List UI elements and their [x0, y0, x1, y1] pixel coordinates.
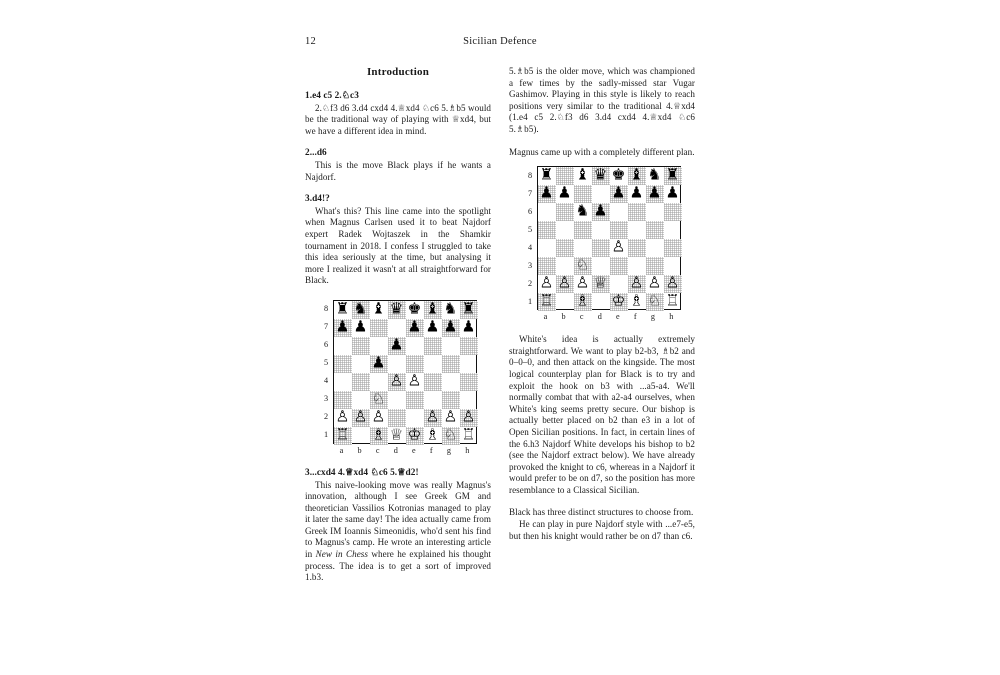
chess-piece: ♝: [371, 300, 386, 318]
right-column: [509, 66, 695, 542]
file-label: h: [465, 445, 470, 455]
chess-piece: ♟: [611, 185, 626, 202]
board-square: [592, 239, 610, 257]
board-square: [574, 203, 592, 221]
board-square: [646, 167, 664, 185]
book-page: [305, 36, 695, 636]
chess-board-wrapper: [320, 300, 477, 457]
file-label: e: [616, 312, 620, 322]
chess-piece: ♘: [647, 293, 662, 310]
board-square: [592, 293, 610, 311]
board-square: [442, 427, 460, 445]
board-square: [646, 257, 664, 275]
body-paragraph: He can play in pure Najdorf style with ...e7-e5, but then his knight would rather be on d7 than c6.: [509, 519, 695, 541]
board-square: [664, 203, 682, 221]
file-label: d: [597, 312, 602, 322]
rank-label: 1: [527, 296, 533, 306]
board-square: [424, 409, 442, 427]
board-square: [556, 239, 574, 257]
file-label: e: [412, 445, 416, 455]
board-square: [352, 427, 370, 445]
board-square: [370, 301, 388, 319]
file-label: a: [339, 445, 344, 455]
board-square: [424, 391, 442, 409]
board-square: [370, 319, 388, 337]
board-square: [352, 319, 370, 337]
chess-board: [333, 300, 477, 444]
chess-piece: ♙: [407, 372, 422, 390]
board-square: [664, 293, 682, 311]
book-title-italic: New in Chess: [315, 549, 368, 560]
file-labels: [333, 444, 477, 457]
board-square: [460, 409, 478, 427]
running-head: [305, 36, 695, 58]
chess-piece: ♟: [371, 354, 386, 372]
chess-piece: ♕: [593, 275, 608, 292]
board-square: [556, 167, 574, 185]
rank-label: 5: [527, 224, 533, 234]
chess-piece: ♟: [353, 318, 368, 336]
board-square: [352, 301, 370, 319]
chess-piece: ♚: [407, 300, 422, 318]
file-label: c: [375, 445, 380, 455]
chess-piece: ♙: [335, 408, 350, 426]
file-labels: [537, 310, 681, 323]
chess-piece: ♝: [575, 167, 590, 184]
board-square: [628, 257, 646, 275]
board-square: [424, 319, 442, 337]
chess-piece: ♗: [371, 426, 386, 444]
board-square: [388, 373, 406, 391]
move-heading: 1.e4 c5 2.♘c3: [305, 91, 359, 101]
board-square: [352, 409, 370, 427]
board-square: [664, 257, 682, 275]
body-paragraph: Magnus came up with a completely different plan.: [509, 146, 695, 157]
chess-piece: ♙: [353, 408, 368, 426]
board-square: [406, 427, 424, 445]
board-square: [424, 355, 442, 373]
board-square: [556, 257, 574, 275]
corner-spacer: [320, 444, 333, 457]
board-square: [592, 275, 610, 293]
file-label: g: [446, 445, 451, 455]
board-square: [574, 257, 592, 275]
board-square: [334, 355, 352, 373]
rank-label: 2: [323, 412, 329, 422]
rank-label: 8: [527, 170, 533, 180]
paragraph-text-post: where he explained his thought process. The idea is to get a sort of improved 1.b3.: [305, 549, 491, 583]
board-square: [574, 275, 592, 293]
board-square: [628, 275, 646, 293]
board-square: [610, 221, 628, 239]
board-square: [334, 319, 352, 337]
board-square: [538, 257, 556, 275]
board-square: [442, 301, 460, 319]
board-square: [406, 373, 424, 391]
chess-piece: ♙: [539, 275, 554, 292]
board-square: [424, 337, 442, 355]
board-square: [388, 391, 406, 409]
rank-label: 3: [527, 260, 533, 270]
file-label: c: [579, 312, 584, 322]
board-square: [664, 221, 682, 239]
board-square: [610, 275, 628, 293]
board-square: [610, 257, 628, 275]
board-square: [592, 167, 610, 185]
board-square: [442, 337, 460, 355]
board-square: [556, 293, 574, 311]
chess-piece: ♜: [461, 300, 476, 318]
board-square: [646, 293, 664, 311]
chess-piece: ♙: [461, 408, 476, 426]
board-square: [406, 355, 424, 373]
board-square: [352, 337, 370, 355]
chess-piece: ♛: [593, 167, 608, 184]
board-square: [388, 427, 406, 445]
board-square: [370, 409, 388, 427]
chess-piece: ♙: [425, 408, 440, 426]
board-square: [646, 275, 664, 293]
file-label: f: [633, 312, 637, 322]
board-square: [370, 427, 388, 445]
chess-piece: ♖: [461, 426, 476, 444]
board-square: [424, 301, 442, 319]
body-paragraph: What's this? This line came into the spotlight when Magnus Carlsen used it to beat Najdorf expert Radek Wojtaszek in the Shamkir tournament in 2018. I confess I struggled to take this idea seriously at the time, but analysing it more I realized it wasn't at all straightforward for Black.: [305, 205, 491, 286]
chess-piece: ♚: [611, 167, 626, 184]
chess-piece: ♟: [407, 318, 422, 336]
chess-piece: ♖: [665, 293, 680, 310]
page-number: 12: [305, 36, 316, 47]
chess-piece: ♞: [353, 300, 368, 318]
rank-labels: [320, 300, 333, 444]
rank-label: 5: [323, 358, 329, 368]
rank-label: 7: [323, 322, 329, 332]
board-square: [592, 203, 610, 221]
board-square: [442, 373, 460, 391]
board-square: [370, 337, 388, 355]
chess-piece: ♗: [575, 293, 590, 310]
move-heading: 3...cxd4 4.♕xd4 ♘c6 5.♕d2!: [305, 467, 419, 478]
board-square: [556, 275, 574, 293]
board-square: [538, 203, 556, 221]
board-square: [574, 221, 592, 239]
chess-piece: ♟: [593, 203, 608, 220]
board-square: [442, 355, 460, 373]
rank-label: 6: [527, 206, 533, 216]
board-square: [610, 185, 628, 203]
chapter-title: Introduction: [366, 66, 430, 78]
board-square: [370, 391, 388, 409]
board-square: [460, 301, 478, 319]
chess-piece: ♟: [539, 185, 554, 202]
file-label: d: [393, 445, 398, 455]
chess-piece: ♕: [389, 426, 404, 444]
rank-labels: [524, 166, 537, 310]
rank-label: 4: [527, 242, 533, 252]
rank-label: 8: [323, 304, 329, 314]
board-square: [628, 221, 646, 239]
rank-label: 3: [323, 394, 329, 404]
chess-piece: ♘: [443, 426, 458, 444]
chess-diagram: [509, 166, 695, 323]
chess-board-wrapper: [524, 166, 681, 323]
chess-piece: ♞: [647, 167, 662, 184]
chess-piece: ♙: [557, 275, 572, 292]
file-label: f: [429, 445, 433, 455]
board-square: [592, 257, 610, 275]
running-title: Sicilian Defence: [463, 36, 537, 47]
chess-piece: ♟: [629, 185, 644, 202]
chess-piece: ♖: [539, 293, 554, 310]
board-square: [388, 301, 406, 319]
chess-piece: ♙: [647, 275, 662, 292]
board-square: [442, 391, 460, 409]
board-square: [610, 293, 628, 311]
chess-piece: ♟: [665, 185, 680, 202]
corner-spacer: [524, 310, 537, 323]
chess-piece: ♙: [629, 275, 644, 292]
board-square: [334, 337, 352, 355]
board-square: [664, 275, 682, 293]
board-square: [538, 293, 556, 311]
board-square: [574, 167, 592, 185]
chess-diagram: [305, 300, 491, 457]
board-square: [556, 203, 574, 221]
chess-piece: ♗: [629, 293, 644, 310]
board-square: [406, 319, 424, 337]
board-square: [334, 409, 352, 427]
board-square: [646, 185, 664, 203]
board-square: [460, 319, 478, 337]
board-square: [646, 221, 664, 239]
body-paragraph: Black has three distinct structures to choose from.: [509, 507, 694, 518]
board-square: [406, 409, 424, 427]
board-square: [610, 203, 628, 221]
board-square: [538, 185, 556, 203]
rank-label: 1: [323, 430, 329, 440]
board-square: [574, 293, 592, 311]
file-label: b: [357, 445, 362, 455]
chess-piece: ♘: [371, 390, 386, 408]
board-square: [352, 355, 370, 373]
chess-piece: ♔: [611, 293, 626, 310]
board-square: [406, 337, 424, 355]
body-paragraph: This is the move Black plays if he wants a Najdorf.: [305, 159, 491, 182]
board-square: [370, 355, 388, 373]
rank-label: 6: [323, 340, 329, 350]
board-square: [538, 239, 556, 257]
right-column-content: [509, 66, 695, 542]
board-square: [460, 355, 478, 373]
file-label: g: [650, 312, 655, 322]
board-square: [538, 221, 556, 239]
board-square: [592, 185, 610, 203]
board-square: [574, 185, 592, 203]
board-square: [352, 391, 370, 409]
board-square: [334, 373, 352, 391]
chess-piece: ♞: [443, 300, 458, 318]
chess-piece: ♟: [461, 318, 476, 336]
chess-piece: ♟: [647, 185, 662, 202]
chess-piece: ♜: [335, 300, 350, 318]
board-square: [460, 337, 478, 355]
board-square: [556, 221, 574, 239]
chess-piece: ♗: [425, 426, 440, 444]
file-label: a: [543, 312, 548, 322]
chess-piece: ♙: [575, 275, 590, 292]
chess-piece: ♜: [665, 167, 680, 184]
board-square: [388, 355, 406, 373]
board-square: [646, 239, 664, 257]
board-square: [538, 275, 556, 293]
chess-piece: ♔: [407, 426, 422, 444]
board-square: [664, 239, 682, 257]
board-square: [538, 167, 556, 185]
chess-piece: ♞: [575, 203, 590, 220]
rank-label: 2: [527, 278, 533, 288]
chess-piece: ♟: [335, 318, 350, 336]
board-square: [664, 167, 682, 185]
board-square: [646, 203, 664, 221]
board-square: [352, 373, 370, 391]
board-square: [592, 221, 610, 239]
board-square: [460, 373, 478, 391]
board-square: [388, 319, 406, 337]
board-square: [370, 373, 388, 391]
chess-piece: ♙: [611, 239, 626, 256]
board-square: [628, 185, 646, 203]
chess-piece: ♖: [335, 426, 350, 444]
two-column-body: [305, 66, 695, 584]
move-heading: 3.d4!?: [305, 194, 330, 205]
board-square: [424, 427, 442, 445]
rank-label: 7: [527, 188, 533, 198]
chess-piece: ♙: [443, 408, 458, 426]
board-square: [442, 409, 460, 427]
board-square: [334, 391, 352, 409]
chess-piece: ♟: [425, 318, 440, 336]
board-square: [460, 391, 478, 409]
board-square: [610, 167, 628, 185]
left-column: [305, 66, 491, 584]
chess-piece: ♟: [557, 185, 572, 202]
board-square: [574, 239, 592, 257]
chess-piece: ♙: [371, 408, 386, 426]
chess-piece: ♟: [389, 336, 404, 354]
chess-piece: ♜: [539, 167, 554, 184]
chess-piece: ♝: [425, 300, 440, 318]
board-square: [442, 319, 460, 337]
file-label: b: [561, 312, 566, 322]
chess-piece: ♙: [665, 275, 680, 292]
board-square: [334, 427, 352, 445]
board-square: [628, 293, 646, 311]
chess-board: [537, 166, 681, 310]
board-square: [388, 409, 406, 427]
chess-piece: ♛: [389, 300, 404, 318]
board-square: [406, 391, 424, 409]
board-square: [424, 373, 442, 391]
body-paragraph: [305, 480, 491, 584]
board-square: [628, 167, 646, 185]
body-paragraph: 2.♘f3 d6 3.d4 cxd4 4.♕xd4 ♘c6 5.♗b5 would be the traditional way of playing with ♕xd4, but we have a different idea in mind.: [305, 102, 491, 136]
body-paragraph: 5.♗b5 is the older move, which was championed a few times by the sadly-missed star Vugar Gashimov. Playing in this style is likely to reach positions very similar to the traditional 4.♕xd4 (1.e4 c5 2.♘f3 d6 3.d4 cxd4 4.♕xd4 ♘c6 5.♗b5).: [509, 66, 695, 134]
board-square: [628, 239, 646, 257]
board-square: [628, 203, 646, 221]
board-square: [664, 185, 682, 203]
board-square: [388, 337, 406, 355]
board-square: [460, 427, 478, 445]
chess-piece: ♟: [443, 318, 458, 336]
chess-piece: ♘: [575, 257, 590, 274]
rank-label: 4: [323, 376, 329, 386]
paragraph-text-pre: This naive-looking move was really Magnus's innovation, although I see Greek GM and theoretician Vassilios Kotronias managed to play it later the same day! The idea actually came from Greek IM Ioannis Simeonidis, who'd sent his find to Magnus's camp. He wrote an interesting article in: [305, 479, 491, 560]
move-heading: 2...d6: [305, 148, 327, 159]
chess-piece: ♝: [629, 167, 644, 184]
board-square: [334, 301, 352, 319]
board-square: [556, 185, 574, 203]
file-label: h: [669, 312, 674, 322]
board-square: [406, 301, 424, 319]
left-column-content: [305, 91, 491, 584]
board-square: [610, 239, 628, 257]
chess-piece: ♙: [389, 372, 404, 390]
body-paragraph: White's idea is actually extremely straightforward. We want to play b2-b3, ♗b2 and 0–0–0, and then attack on the kingside. The most logical counterplay plan for Black is to try and exploit the hook on b3 with ...a5-a4. We'll normally combat that with a2-a4 ourselves, when White's king seems pretty secure. Our bishop is actually better placed on b2 than e3 in a lot of Open Sicilian positions. In fact, in certain lines of the 6.h3 Najdorf White develops his bishop to b2 (see the Najdorf extract below). We have already provoked the knight to c6, whereas in a Najdorf it would prefer to be on d7, so the position has more resemblance to a Classical Sicilian.: [509, 334, 695, 495]
